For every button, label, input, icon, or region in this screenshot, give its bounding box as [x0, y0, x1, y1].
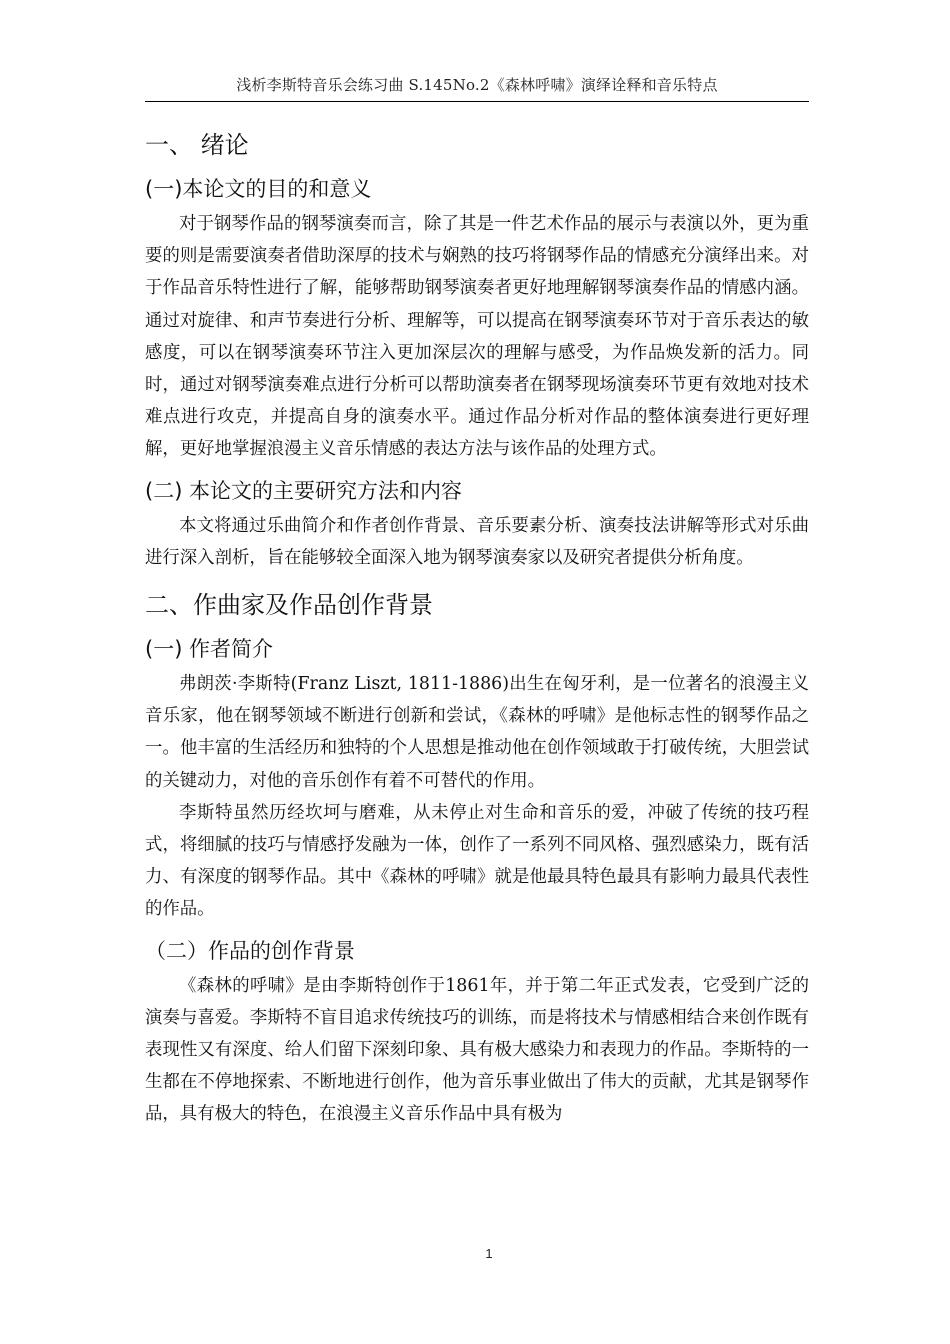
paragraph-composer-works: 李斯特虽然历经坎坷与磨难，从未停止对生命和音乐的爱，冲破了传统的技巧程式，将细腻的技巧与情感抒发融为一体，创作了一系列不同风格、强烈感染力，既有活力、有深度的钢琴作品。其中《森林的呼啸》就是他最具特色最具有影响力最具代表性的作品。 — [145, 802, 809, 920]
running-header: 浅析李斯特音乐会练习曲 S.145No.2《森林呼啸》演绎诠释和音乐特点 — [236, 76, 718, 94]
subsection-heading-methods: (二) 本论文的主要研究方法和内容 — [145, 478, 463, 503]
page-number: 1 — [485, 1246, 493, 1261]
subsection-heading-composer: (一) 作者简介 — [145, 637, 274, 662]
paragraph-purpose: 对于钢琴作品的钢琴演奏而言，除了其是一件艺术作品的展示与表演以外，更为重要的则是需要演奏者借助深厚的技术与娴熟的技巧将钢琴作品的情感充分演绎出来。对于作品音乐特性进行了解，能够帮助钢琴演奏者更好地理解钢琴演奏作品的情感内涵。通过对旋律、和声节奏进行分析、理解等，可以提高在钢琴演奏环节对于音乐表达的敏感度，可以在钢琴演奏环节注入更加深层次的理解与感受，为作品焕发新的活力。同时，通过对钢琴演奏难点进行分析可以帮助演奏者在钢琴现场演奏环节更有效地对技术难点进行攻克，并提高自身的演奏水平。通过作品分析对作品的整体演奏进行更好理解，更好地掌握浪漫主义音乐情感的表达方法与该作品的处理方式。 — [145, 214, 809, 460]
subsection-heading-purpose: (一)本论文的目的和意义 — [145, 177, 372, 201]
paragraph-methods: 本文将通过乐曲简介和作者创作背景、音乐要素分析、演奏技法讲解等形式对乐曲进行深入剖析，旨在能够较全面深入地为钢琴演奏家以及研究者提供分析角度。 — [145, 515, 809, 568]
paragraph-creation-background: 《森林的呼啸》是由李斯特创作于1861年，并于第二年正式发表，它受到广泛的演奏与喜爱。李斯特不盲目追求传统技巧的训练，而是将技术与情感相结合来创作既有表现性又有深度、给人们留下深刻印象、具有极大感染力和表现力的作品。李斯特的一生都在不停地探索、不断地进行创作，他为音乐事业做出了伟大的贡献，尤其是钢琴作品，具有极大的特色，在浪漫主义音乐作品中具有极为 — [145, 975, 809, 1125]
body-content — [145, 124, 809, 1131]
header-rule — [145, 101, 809, 102]
paragraph-composer-bio: 弗朗茨·李斯特(Franz Liszt, 1811-1886)出生在匈牙利，是一位著名的浪漫主义音乐家，他在钢琴领域不断进行创新和尝试，《森林的呼啸》是他标志性的钢琴作品之一。他丰富的生活经历和独特的个人思想是推动他在创作领域敢于打破传统，大胆尝试的关键动力，对他的音乐创作有着不可替代的作用。 — [145, 674, 809, 791]
section-heading-background: 二、作曲家及作品创作背景 — [145, 591, 433, 620]
section-heading-introduction: 一、 绪论 — [145, 131, 249, 159]
subsection-heading-creation-background: （二）作品的创作背景 — [145, 938, 355, 963]
